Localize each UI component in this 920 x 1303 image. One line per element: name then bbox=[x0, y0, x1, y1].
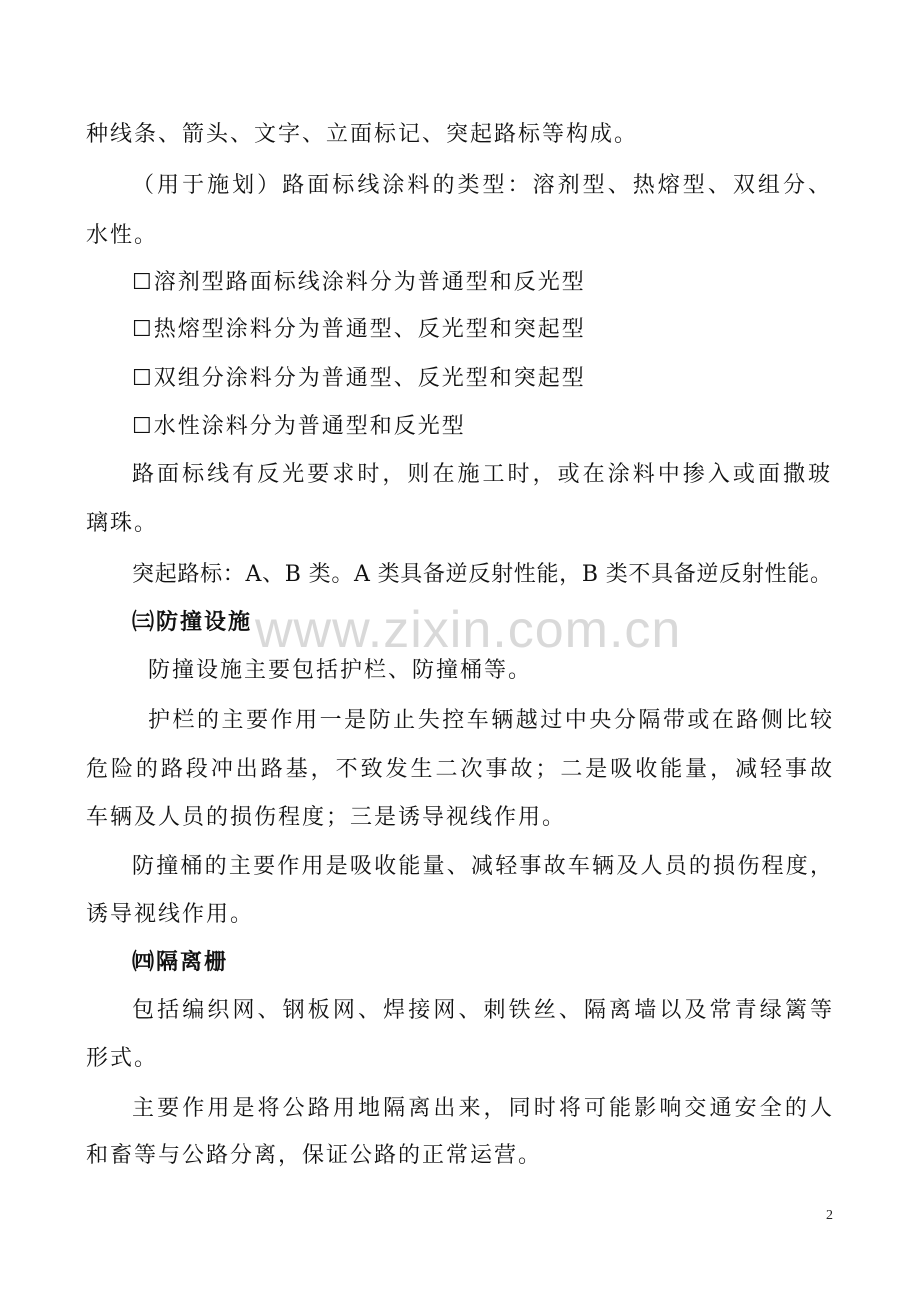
checkbox-list-item: ☐水性涂料分为普通型和反光型 bbox=[132, 414, 466, 439]
paragraph-line: 和畜等与公路分离，保证公路的正常运营。 bbox=[86, 1143, 543, 1168]
paragraph-line: 璃珠。 bbox=[86, 511, 159, 536]
paragraph-line: 危险的路段冲出路基，不致发生二次事故；二是吸收能量，减轻事故 bbox=[86, 757, 834, 782]
paragraph-line: 车辆及人员的损伤程度；三是诱导视线作用。 bbox=[86, 805, 567, 830]
watermark: www.zixin.com.cn bbox=[255, 601, 682, 659]
paragraph-line: 突起路标：A、B 类。A 类具备逆反射性能，B 类不具备逆反射性能。 bbox=[132, 562, 832, 587]
paragraph-line: 防撞设施主要包括护栏、防撞桶等。 bbox=[148, 658, 533, 683]
checkbox-list-item: ☐热熔型涂料分为普通型、反光型和突起型 bbox=[132, 317, 586, 342]
paragraph-line: 诱导视线作用。 bbox=[86, 902, 255, 927]
paragraph-line: （用于施划）路面标线涂料的类型：溶剂型、热熔型、双组分、 bbox=[132, 173, 832, 198]
paragraph-line: 主要作用是将公路用地隔离出来，同时将可能影响交通安全的人 bbox=[132, 1096, 834, 1121]
paragraph-line: 防撞桶的主要作用是吸收能量、减轻事故车辆及人员的损伤程度， bbox=[132, 854, 834, 879]
paragraph-line: 路面标线有反光要求时，则在施工时，或在涂料中掺入或面撒玻 bbox=[132, 462, 832, 487]
page-number: 2 bbox=[826, 1208, 833, 1223]
checkbox-list-item: ☐溶剂型路面标线涂料分为普通型和反光型 bbox=[132, 270, 586, 295]
checkbox-list-item: ☐双组分涂料分为普通型、反光型和突起型 bbox=[132, 366, 586, 391]
section-heading: ㈣隔离栅 bbox=[132, 950, 229, 975]
section-heading: ㈢防撞设施 bbox=[132, 610, 253, 635]
paragraph-line: 护栏的主要作用一是防止失控车辆越过中央分隔带或在路侧比较 bbox=[148, 708, 834, 733]
paragraph-line: 形式。 bbox=[86, 1046, 159, 1071]
paragraph-line: 包括编织网、钢板网、焊接网、刺铁丝、隔离墙以及常青绿篱等 bbox=[132, 998, 834, 1023]
paragraph-line: 水性。 bbox=[86, 223, 159, 248]
paragraph-line: 种线条、箭头、文字、立面标记、突起路标等构成。 bbox=[86, 122, 639, 147]
